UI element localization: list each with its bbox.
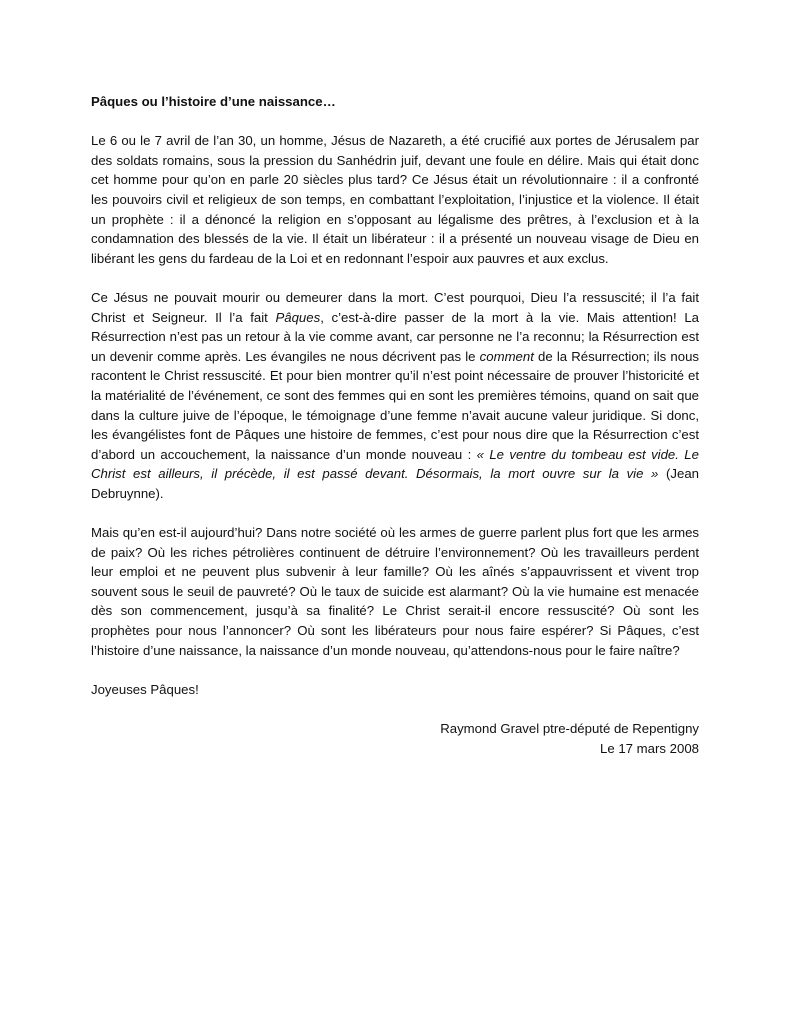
signature-date: Le 17 mars 2008 <box>600 740 699 756</box>
paragraph-2-quote: « Le ventre du tombeau est vide. Le Christ est ailleurs, il précède, il est passé devant. Désormais, la mort ouvre sur la vie » <box>91 446 699 482</box>
document-title: Pâques ou l’histoire d’une naissance… <box>91 94 336 109</box>
document-page <box>91 92 699 758</box>
paragraph-2 <box>91 288 699 504</box>
paragraph-3: Mais qu’en est-il aujourd’hui? Dans notre société où les armes de guerre parlent plus fort que les armes de paix? Où les riches pétrolières continuent de détruire l’environnement? Où les travailleurs perdent leur emploi et ne peuvent plus subvenir à leur famille? Où les aînés s’appauvrissent et vivent trop souvent sous le seuil de pauvreté? Où le taux de suicide est alarmant? Où la vie humaine est menacée dès son commencement, jusqu’à sa finalité? Le Christ serait-il encore ressuscité? Où sont les prophètes pour nous l’annoncer? Où sont les libérateurs pour nous faire espérer? Si Pâques, c’est l’histoire d’une naissance, la naissance d’un monde nouveau, qu’attendons-nous pour le faire naître? <box>91 525 699 658</box>
paragraph-2-emphasis-paques: Pâques <box>275 309 321 325</box>
closing-line: Joyeuses Pâques! <box>91 681 199 697</box>
paragraph-2-part-c: de la Résurrection; ils nous racontent le Christ ressuscité. Et pour bien montrer qu’il n’est point nécessaire de prouver l’historicité et la matérialité de l’événement, ce sont des femmes qui en sont les premières témoins, quand on sait que dans la culture juive de l’époque, le témoignage d’une femme n’avait aucune valeur juridique. Si donc, les évangélistes font de Pâques une histoire de femmes, c’est pour nous dire que la Résurrection c’est d’abord un accouchement, la naissance d’un monde nouveau : <box>91 348 700 462</box>
paragraph-2-emphasis-comment: comment <box>479 348 534 364</box>
paragraph-1: Le 6 ou le 7 avril de l’an 30, un homme, Jésus de Nazareth, a été crucifié aux portes de Jérusalem par des soldats romains, sous la pression du Sanhédrin juif, devant une foule en délire. Mais qui était donc cet homme pour qu’on en parle 20 siècles plus tard? Ce Jésus était un révolutionnaire : il a confronté les pouvoirs civil et religieux de son temps, en combattant l’exploitation, l’injustice et la violence. Il était un prophète : il a dénoncé la religion en s’opposant au légalisme des prêtres, à l’exclusion et à la condamnation des blessés de la vie. Il était un libérateur : il a présenté un nouveau visage de Dieu en libérant les gens du fardeau de la Loi et en redonnant l’espoir aux pauvres et aux exclus. <box>91 133 699 266</box>
paragraph-2-part-d: (Jean Debruynne). <box>91 466 700 501</box>
signature-name: Raymond Gravel ptre-député de Repentigny <box>440 721 699 736</box>
paragraph-2-part-a: Ce Jésus ne pouvait mourir ou demeurer dans la mort. C’est pourquoi, Dieu l’a ressuscité; il l’a fait Christ et Seigneur. Il l’a fait <box>91 289 699 325</box>
paragraph-2-part-b: , c’est-à-dire passer de la mort à la vie. Mais attention! La Résurrection n’est pas un retour à la vie comme avant, car personne ne l’a reconnu; la Résurrection est un devenir comme après. Les évangiles ne nous décrivent pas le <box>91 309 700 364</box>
